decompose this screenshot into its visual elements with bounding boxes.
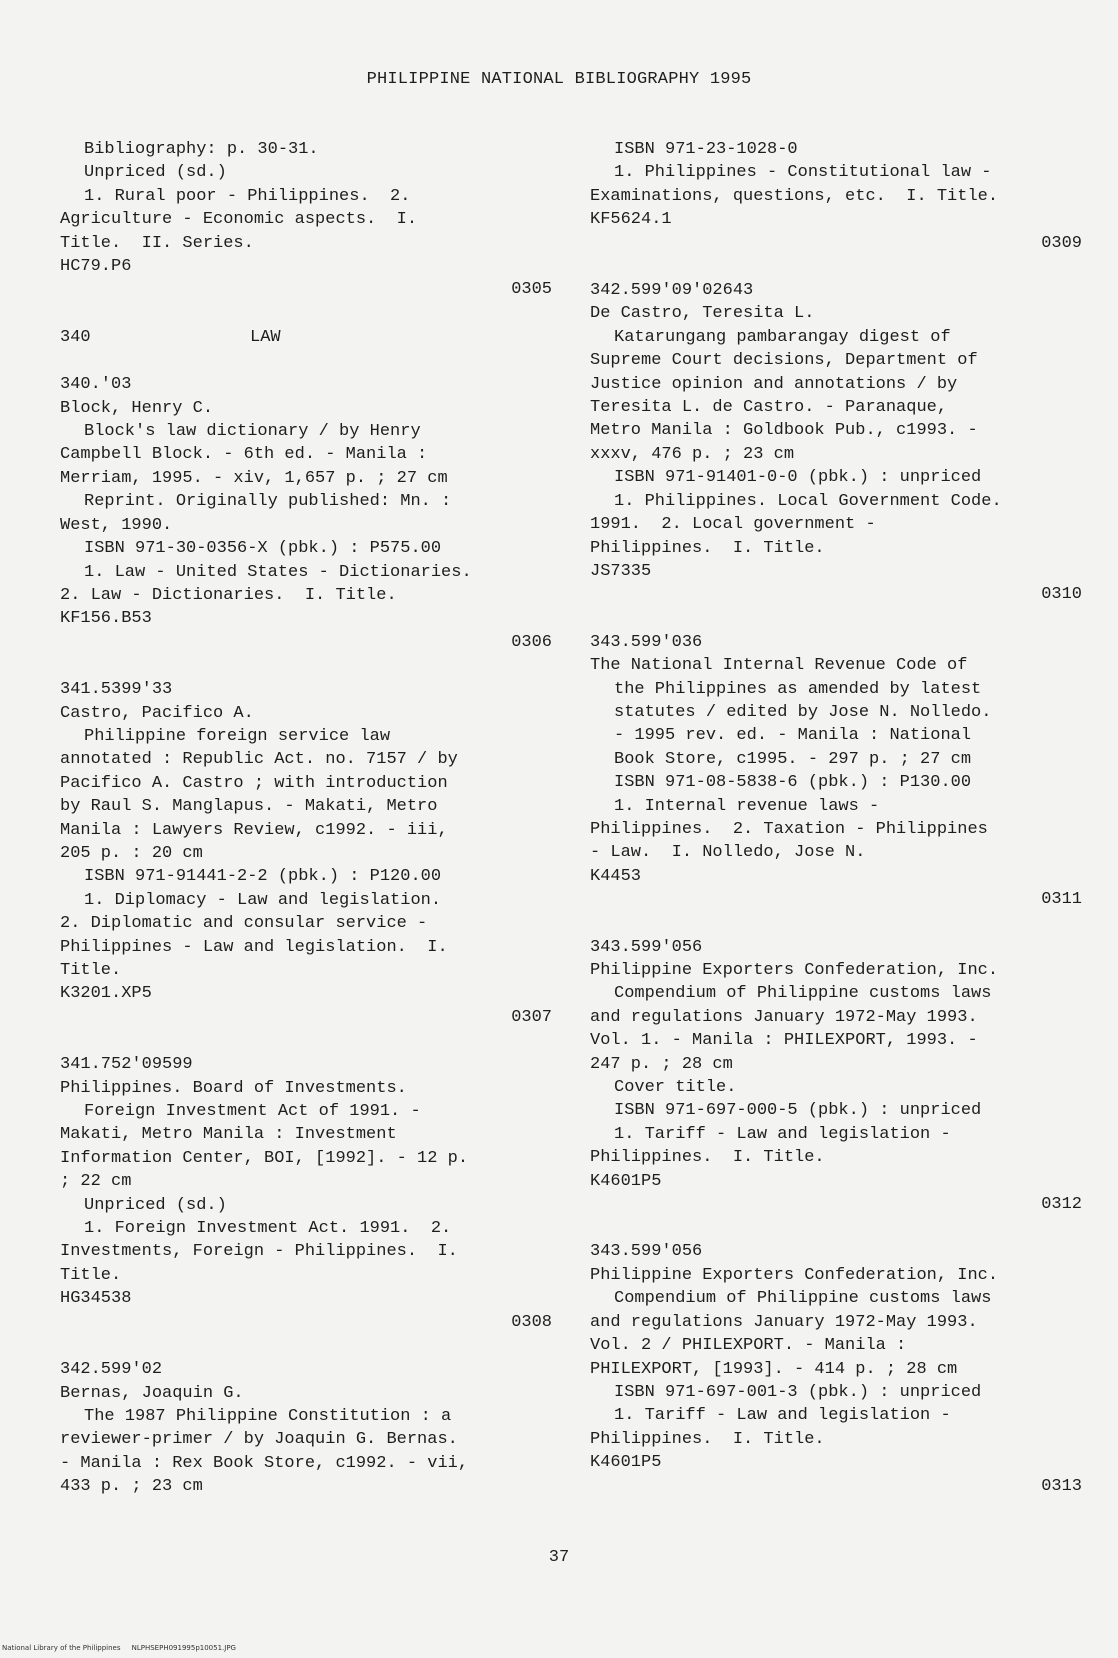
subject-line: 2. Law - Dictionaries. I. Title. bbox=[60, 585, 397, 605]
class-number: 343.599'056 bbox=[590, 937, 703, 957]
imprint-line: Book Store, c1995. - 297 p. ; 27 cm bbox=[614, 749, 972, 769]
class-number: 342.599'02 bbox=[60, 1360, 163, 1380]
section-name: LAW bbox=[250, 327, 281, 347]
title-line: annotated : Republic Act. no. 7157 / by bbox=[60, 750, 458, 770]
title-line: Compendium of Philippine customs laws bbox=[614, 1289, 992, 1309]
entry-0310 bbox=[590, 279, 1082, 607]
isbn-line: ISBN 971-91441-2-2 (pbk.) : P120.00 bbox=[84, 867, 442, 887]
imprint-line: - Manila : Rex Book Store, c1992. - vii, bbox=[60, 1453, 469, 1473]
isbn-line: ISBN 971-30-0356-X (pbk.) : P575.00 bbox=[84, 539, 442, 559]
class-number: 342.599'09'02643 bbox=[590, 281, 754, 301]
subject-line: Title. II. Series. bbox=[60, 233, 254, 253]
title-line: and regulations January 1972-May 1993. bbox=[590, 1312, 978, 1332]
entry-number: 0312 bbox=[1041, 1195, 1082, 1215]
imprint-line: Information Center, BOI, [1992]. - 12 p. bbox=[60, 1148, 469, 1168]
title-line: statutes / edited by Jose N. Nolledo. bbox=[614, 702, 992, 722]
entry-number: 0307 bbox=[511, 1007, 552, 1027]
section-heading bbox=[60, 326, 552, 349]
subject-line: Philippines. I. Title. bbox=[590, 1429, 825, 1449]
entry-number: 0309 bbox=[1041, 233, 1082, 253]
subject-line: Title. bbox=[60, 961, 122, 980]
subject-line: 1. Foreign Investment Act. 1991. 2. bbox=[84, 1219, 452, 1239]
title-line: The 1987 Philippine Constitution : a bbox=[84, 1406, 452, 1426]
imprint-line: Manila : Lawyers Review, c1992. - iii, bbox=[60, 820, 448, 840]
call-number: HG34538 bbox=[60, 1289, 132, 1309]
entry-0309-start bbox=[60, 1358, 552, 1498]
imprint-line: - 1995 rev. ed. - Manila : National bbox=[614, 726, 972, 746]
title-line: Block's law dictionary / by Henry bbox=[84, 422, 421, 442]
title-line: Foreign Investment Act of 1991. - bbox=[84, 1102, 421, 1122]
imprint-line: by Raul S. Manglapus. - Makati, Metro bbox=[60, 797, 438, 817]
subject-line: Philippines. 2. Taxation - Philippines bbox=[590, 819, 988, 839]
imprint-line: 247 p. ; 28 cm bbox=[590, 1054, 733, 1074]
call-number: KF5624.1 bbox=[590, 210, 672, 230]
subject-line: 1. Rural poor - Philippines. 2. bbox=[84, 186, 411, 206]
note-line: Cover title. bbox=[614, 1078, 737, 1098]
author: De Castro, Teresita L. bbox=[590, 304, 815, 324]
entry-0312 bbox=[590, 936, 1082, 1217]
page-header: PHILIPPINE NATIONAL BIBLIOGRAPHY 1995 bbox=[366, 70, 752, 89]
class-number: 341.5399'33 bbox=[60, 680, 173, 700]
subject-line: Investments, Foreign - Philippines. I. bbox=[60, 1242, 458, 1262]
subject-line: Title. bbox=[60, 1265, 122, 1285]
price-line: Unpriced (sd.) bbox=[84, 1195, 227, 1215]
title-line: Justice opinion and annotations / by bbox=[590, 374, 958, 394]
title-line: reviewer-primer / by Joaquin G. Bernas. bbox=[60, 1430, 458, 1450]
imprint-line: Metro Manila : Goldbook Pub., c1993. - bbox=[590, 421, 978, 441]
imprint-line: PHILEXPORT, [1993]. - 414 p. ; 28 cm bbox=[590, 1359, 958, 1379]
subject-line: Agriculture - Economic aspects. I. bbox=[60, 210, 418, 230]
isbn-line: ISBN 971-91401-0-0 (pbk.) : unpriced bbox=[614, 468, 982, 488]
subject-line: Examinations, questions, etc. I. Title. bbox=[590, 186, 999, 206]
imprint-line: ; 22 cm bbox=[60, 1172, 132, 1192]
subject-line: 1. Diplomacy - Law and legislation. bbox=[84, 890, 442, 910]
entry-0309-end bbox=[590, 138, 1082, 255]
subject-line: Philippines. I. Title. bbox=[590, 538, 825, 558]
entry-0313 bbox=[590, 1240, 1082, 1497]
class-number: 340.'03 bbox=[60, 375, 132, 395]
call-number: HC79.P6 bbox=[60, 257, 132, 277]
subject-line: 1. Tariff - Law and legislation - bbox=[614, 1124, 951, 1144]
entry-0306 bbox=[60, 373, 552, 654]
call-number: KF156.B53 bbox=[60, 609, 152, 629]
imprint-line: 205 p. : 20 cm bbox=[60, 843, 203, 863]
title-line: Compendium of Philippine customs laws bbox=[614, 984, 992, 1004]
entry-number: 0313 bbox=[1041, 1476, 1082, 1496]
note-line: Bibliography: p. 30-31. bbox=[84, 140, 319, 159]
title-main: The National Internal Revenue Code of bbox=[590, 656, 968, 676]
imprint-line: Makati, Metro Manila : Investment bbox=[60, 1125, 397, 1145]
subject-line: - Law. I. Nolledo, Jose N. bbox=[590, 843, 866, 863]
title-line: Campbell Block. - 6th ed. - Manila : bbox=[60, 445, 428, 465]
entry-0307 bbox=[60, 678, 552, 1029]
left-column bbox=[60, 138, 552, 1523]
title-line: Pacifico A. Castro ; with introduction bbox=[60, 773, 448, 793]
title-line: Teresita L. de Castro. - Paranaque, bbox=[590, 398, 948, 418]
section-code: 340 bbox=[60, 327, 91, 347]
call-number: JS7335 bbox=[590, 561, 652, 581]
subject-line: 2. Diplomatic and consular service - bbox=[60, 914, 428, 934]
author: Philippine Exporters Confederation, Inc. bbox=[590, 1265, 999, 1285]
title-line: the Philippines as amended by latest bbox=[614, 679, 982, 699]
imprint-line: Vol. 2 / PHILEXPORT. - Manila : bbox=[590, 1336, 907, 1356]
call-number: K3201.XP5 bbox=[60, 984, 152, 1004]
imprint-line: 433 p. ; 23 cm bbox=[60, 1477, 203, 1497]
entry-number: 0306 bbox=[511, 632, 552, 652]
subject-line: 1. Philippines - Constitutional law - bbox=[614, 163, 992, 183]
author: Castro, Pacifico A. bbox=[60, 703, 254, 723]
author: Block, Henry C. bbox=[60, 398, 214, 418]
scan-footer: National Library of the Philippines NLPHSEPH091995p10051.JPG bbox=[2, 1644, 236, 1652]
imprint-line: xxxv, 476 p. ; 23 cm bbox=[590, 444, 795, 464]
isbn-line: ISBN 971-08-5838-6 (pbk.) : P130.00 bbox=[614, 773, 972, 793]
call-number: K4453 bbox=[590, 866, 642, 886]
note-line: West, 1990. bbox=[60, 515, 173, 535]
entry-0311 bbox=[590, 631, 1082, 912]
class-number: 343.599'036 bbox=[590, 632, 703, 652]
title-line: Supreme Court decisions, Department of bbox=[590, 351, 978, 371]
author: Philippine Exporters Confederation, Inc. bbox=[590, 961, 999, 980]
title-line: and regulations January 1972-May 1993. bbox=[590, 1007, 978, 1027]
subject-line: 1. Philippines. Local Government Code. bbox=[614, 491, 1002, 511]
call-number: K4601P5 bbox=[590, 1453, 662, 1473]
entry-number: 0305 bbox=[511, 280, 552, 300]
imprint-line: Merriam, 1995. - xiv, 1,657 p. ; 27 cm bbox=[60, 468, 448, 488]
imprint-line: Vol. 1. - Manila : PHILEXPORT, 1993. - bbox=[590, 1031, 978, 1051]
page-number: 37 bbox=[548, 1548, 570, 1567]
subject-line: 1. Internal revenue laws - bbox=[614, 796, 880, 816]
entry-0308 bbox=[60, 1053, 552, 1334]
title-line: Philippine foreign service law bbox=[84, 726, 391, 746]
right-column bbox=[590, 138, 1082, 1522]
isbn-line: ISBN 971-697-001-3 (pbk.) : unpriced bbox=[614, 1382, 982, 1402]
subject-line: 1. Tariff - Law and legislation - bbox=[614, 1406, 951, 1426]
isbn-line: ISBN 971-697-000-5 (pbk.) : unpriced bbox=[614, 1101, 982, 1121]
title-line: Katarungang pambarangay digest of bbox=[614, 327, 951, 347]
call-number: K4601P5 bbox=[590, 1171, 662, 1191]
author: Bernas, Joaquin G. bbox=[60, 1383, 244, 1403]
subject-line: Philippines - Law and legislation. I. bbox=[60, 937, 448, 957]
entry-number: 0308 bbox=[511, 1312, 552, 1332]
isbn-line: ISBN 971-23-1028-0 bbox=[614, 140, 798, 159]
note-line: Reprint. Originally published: Mn. : bbox=[84, 492, 452, 512]
entry-number: 0310 bbox=[1041, 585, 1082, 605]
subject-line: 1991. 2. Local government - bbox=[590, 515, 876, 535]
class-number: 343.599'056 bbox=[590, 1242, 703, 1262]
author: Philippines. Board of Investments. bbox=[60, 1078, 407, 1098]
entry-number: 0311 bbox=[1041, 890, 1082, 910]
entry-0305 bbox=[60, 138, 552, 302]
price-line: Unpriced (sd.) bbox=[84, 163, 227, 183]
subject-line: Philippines. I. Title. bbox=[590, 1148, 825, 1168]
subject-line: 1. Law - United States - Dictionaries. bbox=[84, 562, 472, 582]
class-number: 341.752'09599 bbox=[60, 1055, 193, 1075]
